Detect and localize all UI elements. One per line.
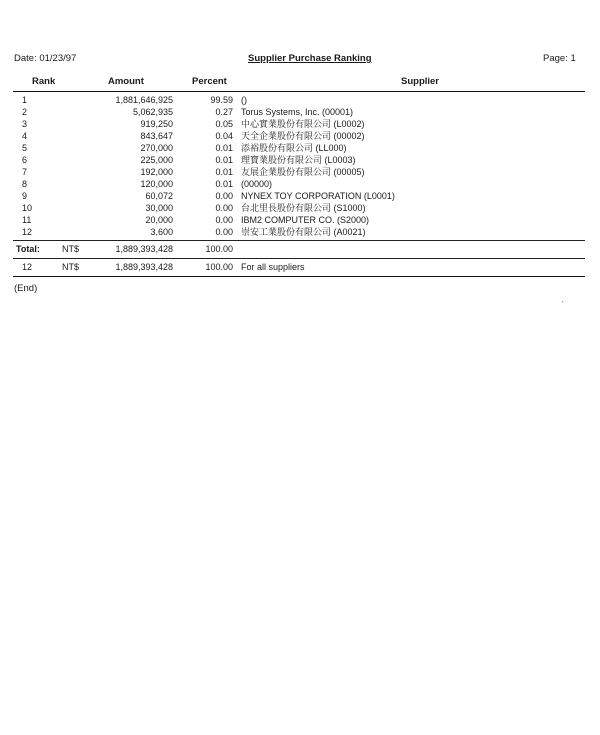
row-percent: 0.01 — [215, 143, 233, 153]
row-rank: 5 — [22, 143, 28, 153]
row-percent: 0.00 — [215, 215, 233, 225]
row-rank: 7 — [22, 167, 28, 177]
summary-bottom-divider — [13, 276, 585, 277]
table-row — [0, 190, 600, 202]
table-row — [0, 106, 600, 118]
table-row — [0, 94, 600, 106]
row-amount: 20,000 — [145, 215, 173, 225]
report-date: Date: 01/23/97 — [14, 53, 77, 64]
col-header-amount: Amount — [108, 76, 144, 87]
table-row — [0, 118, 600, 130]
speck — [562, 301, 563, 302]
row-supplier: (00000) — [241, 179, 273, 189]
total-currency: NT$ — [62, 244, 80, 254]
total-label: Total: — [16, 244, 40, 254]
page-number: Page: 1 — [543, 53, 576, 64]
row-percent: 0.05 — [215, 119, 233, 129]
row-percent: 0.01 — [215, 167, 233, 177]
row-amount: 192,000 — [140, 167, 173, 177]
col-header-supplier: Supplier — [401, 76, 440, 87]
table-row — [0, 166, 600, 178]
row-percent: 0.00 — [215, 203, 233, 213]
summary-currency: NT$ — [62, 262, 80, 272]
row-rank: 4 — [22, 131, 28, 141]
table-row — [0, 130, 600, 142]
row-amount: 225,000 — [140, 155, 173, 165]
summary-percent: 100.00 — [205, 262, 233, 272]
row-rank: 1 — [22, 95, 28, 105]
summary-divider — [13, 258, 585, 259]
row-supplier: 台北里長股份有限公司 (S1000) — [241, 203, 366, 213]
row-amount: 60,072 — [145, 191, 173, 201]
row-amount: 120,000 — [140, 179, 173, 189]
row-amount: 1,881,646,925 — [115, 95, 173, 105]
col-header-rank: Rank — [32, 76, 56, 87]
header-divider — [13, 91, 585, 92]
row-rank: 8 — [22, 179, 28, 189]
row-rank: 3 — [22, 119, 28, 129]
row-amount: 270,000 — [140, 143, 173, 153]
table-row — [0, 214, 600, 226]
col-header-percent: Percent — [192, 76, 227, 87]
total-amount: 1,889,393,428 — [115, 244, 173, 254]
table-row — [0, 202, 600, 214]
row-supplier: 友展企業股份有限公司 (00005) — [241, 167, 365, 177]
summary-amount: 1,889,393,428 — [115, 262, 173, 272]
report-title: Supplier Purchase Ranking — [248, 53, 372, 64]
row-percent: 99.59 — [210, 95, 233, 105]
table-row — [0, 154, 600, 166]
summary-count: 12 — [22, 262, 33, 272]
table-row — [0, 178, 600, 190]
row-amount: 919,250 — [140, 119, 173, 129]
row-percent: 0.00 — [215, 227, 233, 237]
row-rank: 2 — [22, 107, 28, 117]
row-supplier: 添裕股份有限公司 (LL000) — [241, 143, 347, 153]
row-rank: 6 — [22, 155, 28, 165]
row-rank: 11 — [22, 215, 32, 225]
row-percent: 0.01 — [215, 155, 233, 165]
row-rank: 12 — [22, 227, 33, 237]
total-percent: 100.00 — [205, 244, 233, 254]
row-supplier: IBM2 COMPUTER CO. (S2000) — [241, 215, 370, 225]
row-amount: 30,000 — [145, 203, 173, 213]
row-supplier: Torus Systems, Inc. (00001) — [241, 107, 354, 117]
end-marker: (End) — [14, 283, 38, 294]
row-percent: 0.27 — [215, 107, 233, 117]
row-amount: 3,600 — [150, 227, 173, 237]
total-divider — [13, 240, 585, 241]
row-percent: 0.00 — [215, 191, 233, 201]
row-supplier: 天全企業股份有限公司 (00002) — [241, 131, 365, 141]
summary-row — [0, 261, 600, 273]
row-amount: 843,647 — [140, 131, 173, 141]
row-percent: 0.01 — [215, 179, 233, 189]
summary-supplier: For all suppliers — [241, 262, 305, 272]
row-supplier: 理寶業股份有限公司 (L0003) — [241, 155, 356, 165]
table-row — [0, 142, 600, 154]
row-supplier: 崇安工業股份有限公司 (A0021) — [241, 227, 366, 237]
row-supplier: 中心實業股份有限公司 (L0002) — [241, 119, 365, 129]
row-supplier: NYNEX TOY CORPORATION (L0001) — [241, 191, 395, 201]
table-row — [0, 226, 600, 238]
row-rank: 9 — [22, 191, 28, 201]
row-rank: 10 — [22, 203, 33, 213]
row-percent: 0.04 — [215, 131, 233, 141]
row-supplier: () — [241, 95, 247, 105]
total-row — [0, 243, 600, 255]
row-amount: 5,062,935 — [132, 107, 173, 117]
